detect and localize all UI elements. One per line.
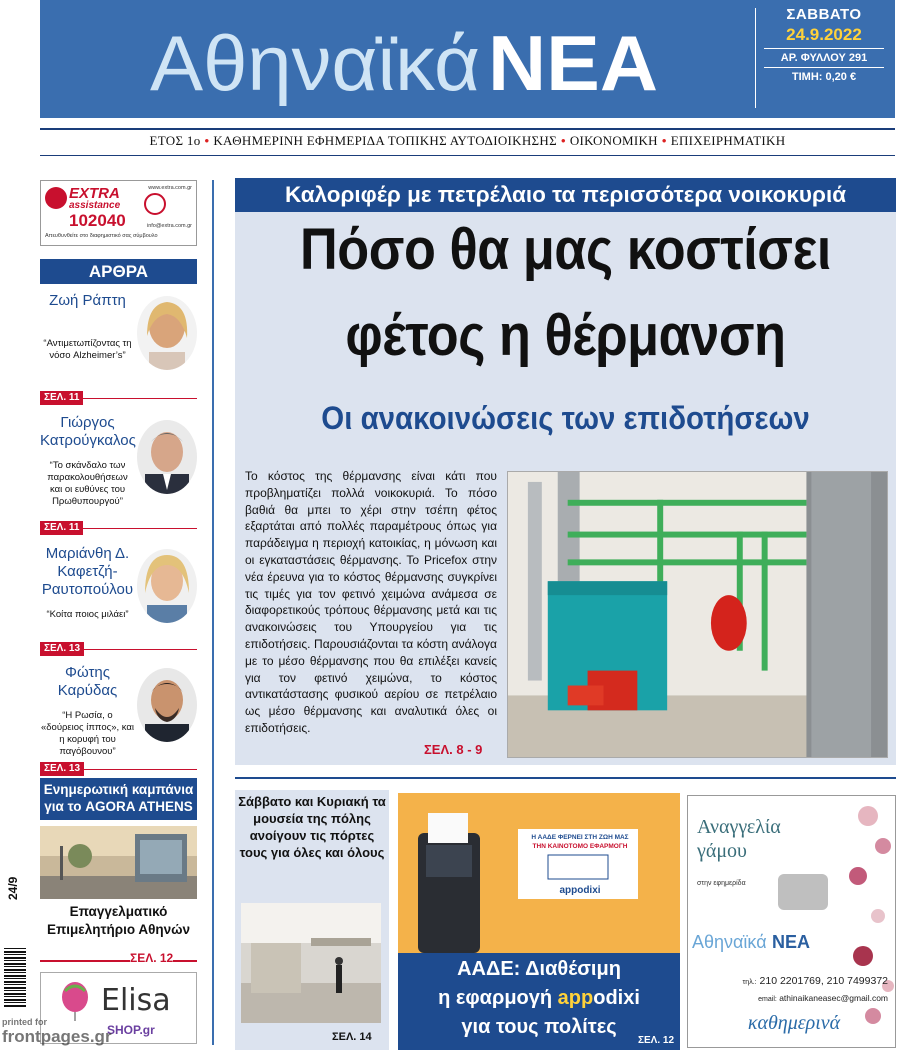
- campaign-caption: Επαγγελματικό Επιμελητήριο Αθηνών: [46, 904, 191, 937]
- author-photo: [137, 549, 197, 623]
- wedding-logo-bold: ΝΕΑ: [772, 932, 811, 952]
- ad-elisa-shop-text: SHOP.gr: [107, 1023, 155, 1037]
- author-quote: “Το σκάνδαλο των παρακολουθήσεων και οι ευθύνες του Πρωθυπουργού”: [47, 460, 128, 507]
- issue-date: 24.9.2022: [786, 25, 862, 44]
- author-quote: “Αντιμετωπίζοντας τη νόσο Alzheimer’s”: [43, 338, 132, 361]
- author-quote: “Η Ρωσία, ο «δούρειος ίππος», και η κορυφή του παγόβουνου”: [40, 710, 135, 757]
- issue-number: ΑΡ. ΦΥΛΛΟΥ 291: [780, 52, 868, 64]
- tagline-separator: •: [661, 133, 667, 148]
- aade-headline-app: app: [557, 987, 594, 1009]
- tagline-item: ΟΙΚΟΝΟΜΙΚΗ: [569, 133, 658, 148]
- tagline-item: ΕΠΙΧΕΙΡΗΜΑΤΙΚΗ: [670, 133, 786, 148]
- tagline-separator: •: [560, 133, 566, 148]
- main-headline[interactable]: [268, 218, 863, 368]
- aade-qr-label: appodixi: [559, 885, 601, 896]
- page-ref-badge[interactable]: ΣΕΛ. 11: [40, 391, 83, 405]
- author-name: Μαριάνθη Δ. Καφετζή-Ραυτοπούλου: [41, 545, 134, 598]
- author-item[interactable]: [40, 412, 197, 522]
- page-ref-badge[interactable]: ΣΕΛ. 8 - 9: [424, 742, 483, 757]
- main-subheadline: Οι ανακοινώσεις των επιδοτήσεων: [321, 400, 810, 436]
- ad-extra-brand-sub: assistance: [69, 200, 121, 211]
- tagline-separator: •: [204, 133, 210, 148]
- column-divider: [212, 180, 214, 1045]
- wedding-logo-light: Αθηναϊκά: [692, 932, 767, 952]
- wedding-subtitle: στην εφημερίδα: [697, 880, 746, 887]
- museum-photo: [241, 903, 381, 1023]
- logo-bold-text: ΝΕΑ: [488, 19, 658, 107]
- balloon-icon: [55, 981, 95, 1021]
- page-ref-badge[interactable]: ΣΕΛ. 13: [40, 642, 84, 656]
- info-divider: [764, 67, 884, 68]
- section-rule: [235, 777, 896, 779]
- aade-headline: [398, 955, 680, 1042]
- author-name: Φώτης Καρύδας: [57, 664, 118, 699]
- author-name: Ζωή Ράπτη: [49, 292, 126, 309]
- aade-headline-line: [398, 984, 680, 1013]
- aade-qr-line: ΤΗΝ ΚΑΙΝΟΤΟΜΟ ΕΦΑΡΜΟΓΗ: [532, 843, 628, 850]
- author-photo: [137, 296, 197, 370]
- extra-logo-icon: [45, 187, 67, 209]
- newspaper-logo[interactable]: [150, 14, 690, 109]
- barcode: [4, 948, 26, 1008]
- ad-extra-circle-icon: [144, 193, 166, 215]
- author-photo: [137, 668, 197, 742]
- logo-light-text: Αθηναϊκά: [150, 19, 480, 107]
- page-ref-badge[interactable]: ΣΕΛ. 11: [40, 521, 83, 535]
- campaign-photo: [40, 826, 197, 899]
- wedding-phone[interactable]: [700, 975, 888, 987]
- wedding-email[interactable]: [700, 993, 888, 1003]
- issue-info: [758, 6, 890, 83]
- tagline-year: ΕΤΟΣ 1ο: [149, 133, 201, 148]
- issue-day: ΣΑΒΒΑΤΟ: [786, 6, 862, 23]
- author-quote: “Κοίτα ποιος μιλάει”: [46, 609, 129, 620]
- ad-extra-assistance[interactable]: [40, 180, 197, 246]
- boiler-room-photo: [507, 471, 888, 758]
- aade-headline-part: odixi: [593, 987, 640, 1009]
- author-photo: [137, 420, 197, 494]
- ad-extra-email: info@extra.com.gr: [146, 223, 192, 229]
- ad-extra-phone: 102040: [69, 211, 126, 230]
- tagline: [40, 133, 895, 149]
- wedding-title: Αναγγελία γάμου: [697, 816, 781, 862]
- aade-qr-line: Η ΑΑΔΕ ΦΕΡΝΕΙ ΣΤΗ ΖΩΗ ΜΑΣ: [531, 834, 629, 841]
- wedding-phone-label: τηλ.:: [742, 979, 757, 986]
- wedding-email-label: email:: [758, 996, 777, 1003]
- headline-line: Πόσο θα μας κοστίσει: [300, 217, 831, 282]
- section-rule: [40, 960, 197, 962]
- wedding-email-address: athinaikaneasec@gmail.com: [779, 993, 888, 1003]
- ad-extra-brand: EXTRA: [69, 185, 120, 202]
- aade-headline-line: για τους πολίτες: [461, 1016, 617, 1038]
- watermark: [2, 1018, 112, 1047]
- wedding-newspaper-logo: [690, 930, 830, 952]
- masthead-divider: [755, 8, 756, 108]
- wedding-phone-number: 210 2201769, 210 7499372: [759, 975, 888, 987]
- page-ref-badge[interactable]: ΣΕΛ. 14: [332, 1031, 372, 1043]
- ad-extra-site: www.extra.com.gr: [148, 185, 192, 191]
- author-item[interactable]: [40, 543, 197, 643]
- main-story-body: Το κόστος της θέρμανσης είναι κάτι που προβληματίζει πολλά νοικοκυριά. Το πόσο βαθιά θα μπει το χέρι στην τσέπη φέτος εξαρτάται από πολλές παραμέτρους όπως για παράδειγμα η περιοχή κατοικίας, η μόνωση και οι εγκαταστάσεις θέρμανσης. Το Pricefox στην νέα έρευνα για το κόστος θέρμανσης συγκρίνει τις τιμές για τον φετινό χειμώνα ανάμεσα σε διαφορετικούς τρόπους θέρμανσης μετά και τις ανακοινώσεις του Υπουργείου για τις επιδοτήσεις. Παρουσιάζονται τα κόστη ανάλογα με το μέσο θέρμανσης που θα επιλέξει κανείς για τον φετινό χειμώνα, το κόστος αντικατάστασης φυσικού αερίου σε πετρέλαιο ως μέσο θέρμανσης και αναλυτικά όλες οι επιδοτήσεις.: [245, 469, 497, 735]
- issue-price: ΤΙΜΗ: 0,20 €: [791, 71, 857, 83]
- campaign-title[interactable]: Ενημερωτική καμπάνια για το AGORA ATHENS: [40, 778, 197, 820]
- spine-date: 24/9: [6, 876, 20, 900]
- page-ref-badge[interactable]: ΣΕΛ. 12: [130, 951, 174, 965]
- headline-line: φέτος η θέρμανση: [345, 303, 786, 368]
- page-ref-badge[interactable]: ΣΕΛ. 13: [40, 762, 84, 776]
- tagline-rule: [40, 155, 895, 156]
- museums-title[interactable]: Σάββατο και Κυριακή τα μουσεία της πόλης ανοίγουν τις πόρτες τους για όλες και όλους: [238, 794, 386, 860]
- articles-header: ΑΡΘΡΑ: [40, 259, 197, 284]
- author-name: Γιώργος Κατρούγκαλος: [40, 414, 136, 449]
- wedding-daily: καθημερινά: [747, 1012, 841, 1034]
- watermark-prefix: printed for: [2, 1017, 47, 1027]
- watermark-site: frontpages.gr: [2, 1027, 112, 1046]
- tagline-item: ΚΑΘΗΜΕΡΙΝΗ ΕΦΗΜΕΡΙΔΑ ΤΟΠΙΚΗΣ ΑΥΤΟΔΙΟΙΚΗΣΗΣ: [213, 133, 557, 148]
- ad-elisa-name: Elisa: [101, 983, 171, 1018]
- tagline-rule: [40, 128, 895, 130]
- page-ref-badge[interactable]: ΣΕΛ. 12: [638, 1035, 675, 1046]
- aade-headline-line: ΑΑΔΕ: Διαθέσιμη: [457, 958, 621, 980]
- author-item[interactable]: [40, 290, 197, 390]
- main-story-kicker: Καλοριφέρ με πετρέλαιο τα περισσότερα νοικοκυριά: [235, 178, 896, 212]
- info-divider: [764, 48, 884, 49]
- author-item[interactable]: [40, 662, 197, 762]
- ad-extra-note: Απευθυνθείτε στο διαφημιστικό σας σύμβουλο: [45, 233, 158, 239]
- aade-headline-part: η εφαρμογή: [438, 987, 558, 1009]
